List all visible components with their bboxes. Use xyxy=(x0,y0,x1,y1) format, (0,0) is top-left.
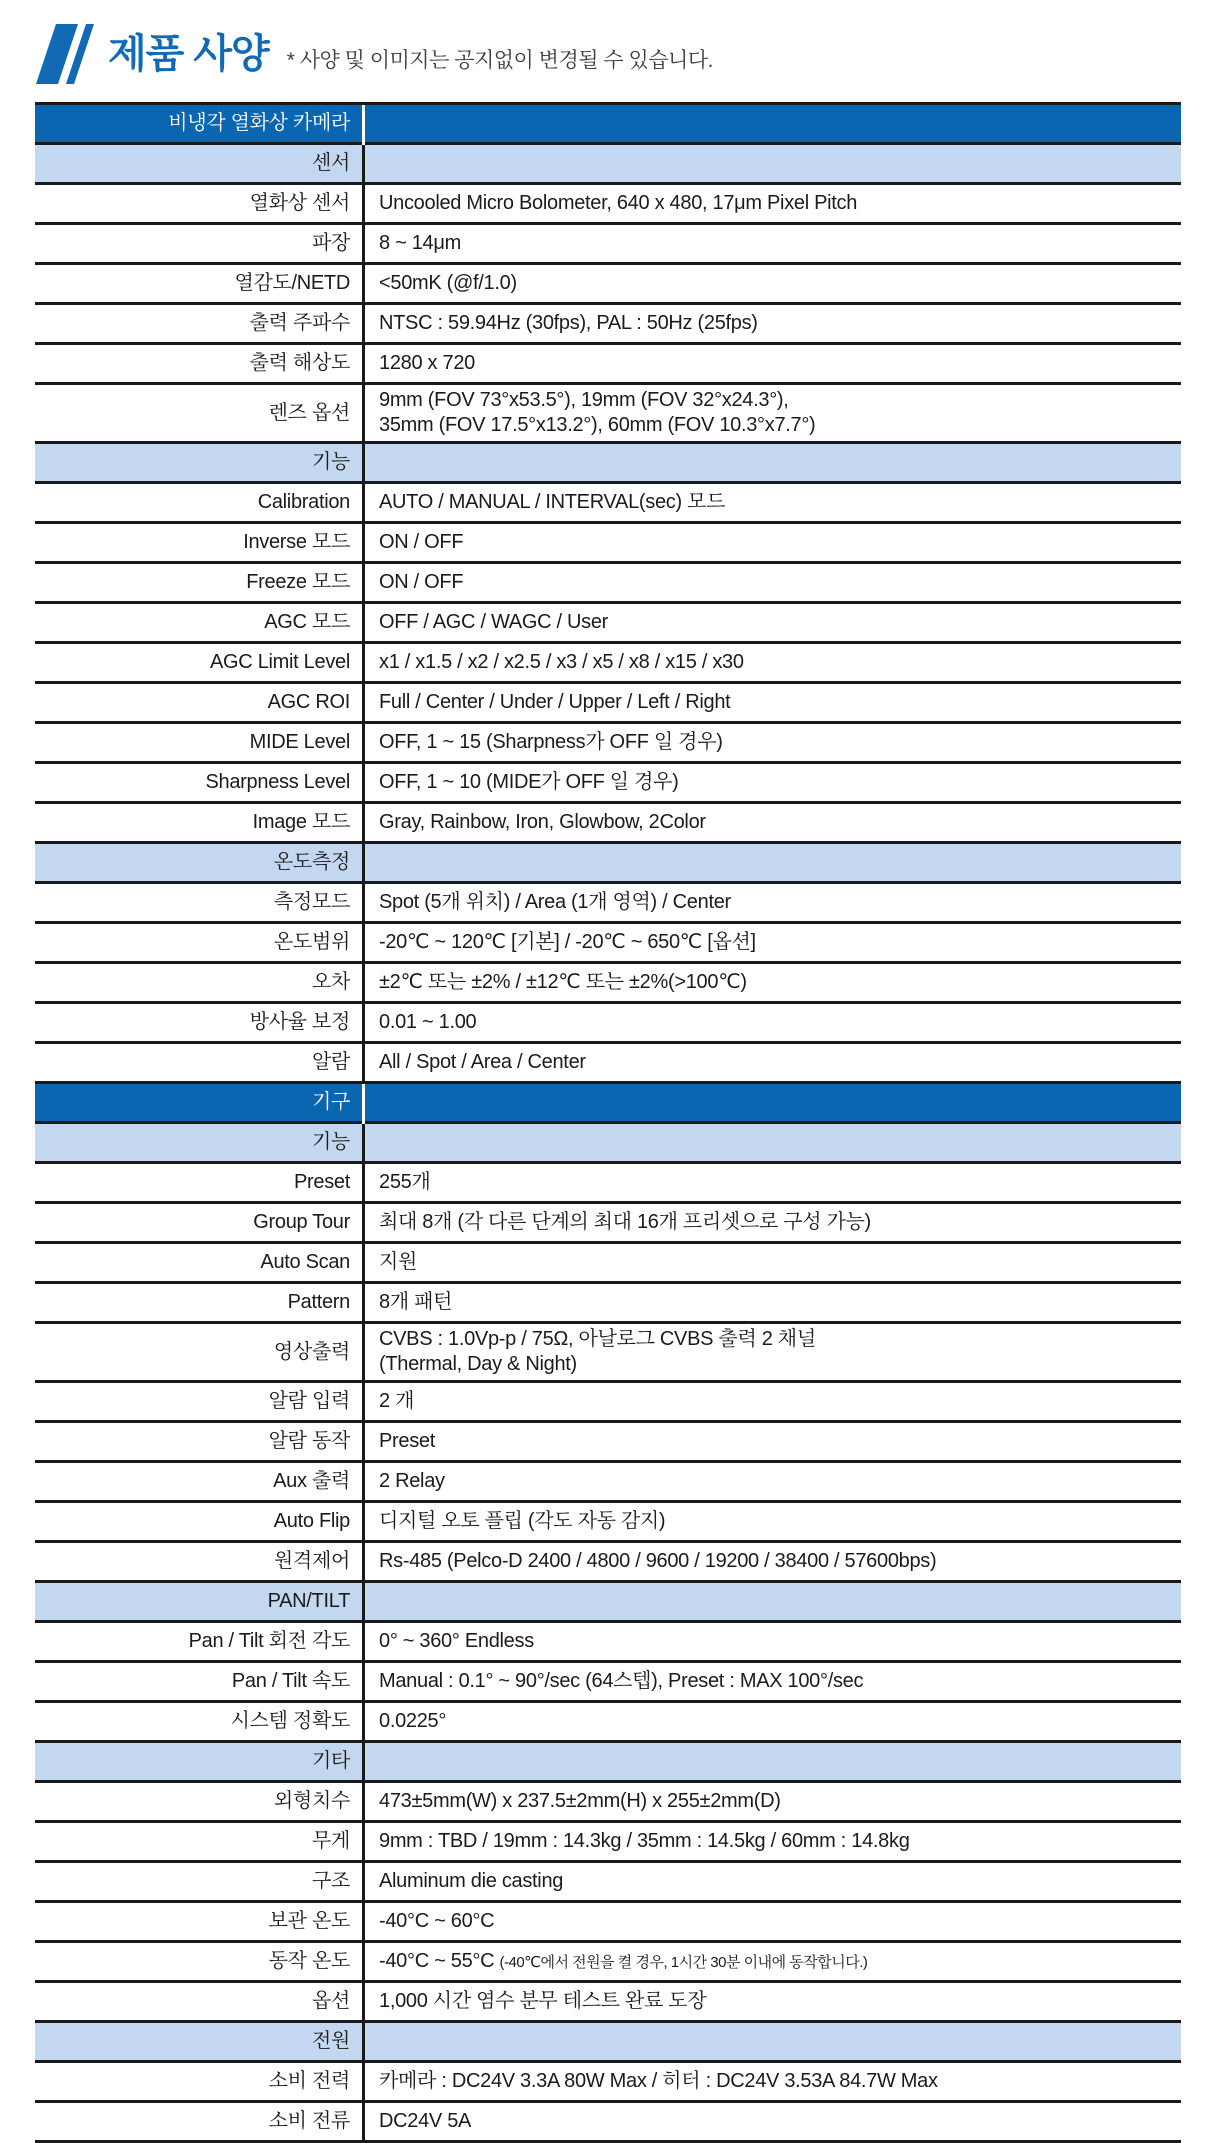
row-label: 비냉각 열화상 카메라 xyxy=(35,104,364,144)
row-label: 출력 해상도 xyxy=(35,344,364,384)
row-label: 알람 입력 xyxy=(35,1382,364,1422)
section-row xyxy=(35,1742,1181,1782)
row-label: Auto Flip xyxy=(35,1502,364,1542)
spec-row xyxy=(35,1782,1181,1822)
row-value-text: OFF, 1 ~ 10 (MIDE가 OFF 일 경우) xyxy=(379,771,679,793)
row-value xyxy=(364,923,1182,963)
row-label: Preset xyxy=(35,1163,364,1203)
spec-row xyxy=(35,1283,1181,1323)
spec-row xyxy=(35,1382,1181,1422)
row-value-text: ON / OFF xyxy=(379,571,464,593)
row-label: 소비 전력 xyxy=(35,2062,364,2102)
row-value-text: OFF / AGC / WAGC / User xyxy=(379,611,609,633)
row-value xyxy=(364,2022,1182,2062)
row-value-text: 0° ~ 360° Endless xyxy=(379,1630,534,1652)
row-label: 시스템 정확도 xyxy=(35,1702,364,1742)
row-value-text: Manual : 0.1° ~ 90°/sec (64스텝), Preset : MAX 100°/sec xyxy=(379,1670,864,1692)
spec-row xyxy=(35,483,1181,523)
spec-row xyxy=(35,723,1181,763)
row-value xyxy=(364,843,1182,883)
row-value-text: Preset xyxy=(379,1430,436,1452)
row-label: 온도측정 xyxy=(35,843,364,883)
row-value xyxy=(364,1083,1182,1123)
row-value-text: 9mm : TBD / 19mm : 14.3kg / 35mm : 14.5kg / 60mm : 14.8kg xyxy=(379,1830,910,1852)
row-value xyxy=(364,963,1182,1003)
row-value xyxy=(364,1862,1182,1902)
row-value xyxy=(364,803,1182,843)
spec-row xyxy=(35,1982,1181,2022)
row-label: 무게 xyxy=(35,1822,364,1862)
row-value-line: (Thermal, Day & Night) xyxy=(379,1353,577,1375)
row-label: Pan / Tilt 속도 xyxy=(35,1662,364,1702)
row-label: AGC ROI xyxy=(35,683,364,723)
row-value xyxy=(364,443,1182,483)
spec-row xyxy=(35,563,1181,603)
row-value-text: 1280 x 720 xyxy=(379,352,475,374)
spec-row xyxy=(35,523,1181,563)
row-label: 온도범위 xyxy=(35,923,364,963)
spec-row xyxy=(35,883,1181,923)
row-value-text: DC24V 5A xyxy=(379,2110,472,2132)
row-value xyxy=(364,2062,1182,2102)
row-value-text: 1,000 시간 염수 분무 테스트 완료 도장 xyxy=(379,1990,707,2012)
row-value-text: -40°C ~ 60°C xyxy=(379,1910,495,1932)
row-label: Image 모드 xyxy=(35,803,364,843)
row-value-text: ON / OFF xyxy=(379,531,464,553)
row-label: 구조 xyxy=(35,1862,364,1902)
category-header-row xyxy=(35,104,1181,144)
row-label: Group Tour xyxy=(35,1203,364,1243)
row-value xyxy=(364,603,1182,643)
row-label: 렌즈 옵션 xyxy=(35,384,364,443)
row-value-text: 8 ~ 14μm xyxy=(379,232,461,254)
row-value xyxy=(364,144,1182,184)
row-label: 보관 온도 xyxy=(35,1902,364,1942)
spec-row xyxy=(35,1542,1181,1582)
row-value-text: 디지털 오토 플립 (각도 자동 감지) xyxy=(379,1510,666,1532)
spec-row xyxy=(35,384,1181,443)
spec-row xyxy=(35,1043,1181,1083)
row-value xyxy=(364,563,1182,603)
row-value xyxy=(364,1123,1182,1163)
row-value-line: 9mm (FOV 73°x53.5°), 19mm (FOV 32°x24.3°), xyxy=(379,389,789,411)
row-value-line: 35mm (FOV 17.5°x13.2°), 60mm (FOV 10.3°x7.7°) xyxy=(379,414,816,436)
spec-row xyxy=(35,2062,1181,2102)
row-label: 기능 xyxy=(35,1123,364,1163)
spec-row xyxy=(35,603,1181,643)
row-label: AGC Limit Level xyxy=(35,643,364,683)
row-value xyxy=(364,1243,1182,1283)
row-label: 열화상 센서 xyxy=(35,184,364,224)
row-value xyxy=(364,1702,1182,1742)
row-value xyxy=(364,1422,1182,1462)
row-value-text: Rs-485 (Pelco-D 2400 / 4800 / 9600 / 19200 / 38400 / 57600bps) xyxy=(379,1550,937,1572)
row-value-text: ±2℃ 또는 ±2% / ±12℃ 또는 ±2%(>100℃) xyxy=(379,971,747,993)
section-row xyxy=(35,1123,1181,1163)
row-label: 센서 xyxy=(35,144,364,184)
row-value xyxy=(364,1163,1182,1203)
row-value-text: <50mK (@f/1.0) xyxy=(379,272,517,294)
spec-table-body xyxy=(35,104,1181,2142)
row-value xyxy=(364,1043,1182,1083)
row-value xyxy=(364,1982,1182,2022)
row-label: 기능 xyxy=(35,443,364,483)
spec-row xyxy=(35,963,1181,1003)
page-title: 제품 사양 xyxy=(108,32,269,76)
row-value-text: 0.0225° xyxy=(379,1710,447,1732)
spec-row xyxy=(35,763,1181,803)
row-value xyxy=(364,384,1182,443)
spec-row xyxy=(35,1942,1181,1982)
row-value-text: x1 / x1.5 / x2 / x2.5 / x3 / x5 / x8 / x15 / x30 xyxy=(379,651,744,673)
row-value xyxy=(364,643,1182,683)
row-value xyxy=(364,763,1182,803)
row-value xyxy=(364,1462,1182,1502)
row-label: 영상출력 xyxy=(35,1323,364,1382)
row-value-text: NTSC : 59.94Hz (30fps), PAL : 50Hz (25fps) xyxy=(379,312,758,334)
row-value xyxy=(364,1782,1182,1822)
row-label: Auto Scan xyxy=(35,1243,364,1283)
row-value-text: Full / Center / Under / Upper / Left / Right xyxy=(379,691,731,713)
row-label: 방사율 보정 xyxy=(35,1003,364,1043)
row-label: 알람 xyxy=(35,1043,364,1083)
spec-row xyxy=(35,1323,1181,1382)
spec-row xyxy=(35,1622,1181,1662)
row-label: Pan / Tilt 회전 각도 xyxy=(35,1622,364,1662)
row-label: Aux 출력 xyxy=(35,1462,364,1502)
row-label: 알람 동작 xyxy=(35,1422,364,1462)
row-label: 측정모드 xyxy=(35,883,364,923)
row-label: 오차 xyxy=(35,963,364,1003)
spec-row xyxy=(35,1662,1181,1702)
row-label: AGC 모드 xyxy=(35,603,364,643)
row-value-text: 지원 xyxy=(379,1251,418,1273)
row-value-text: 카메라 : DC24V 3.3A 80W Max / 히터 : DC24V 3.53A 84.7W Max xyxy=(379,2070,938,2092)
spec-row xyxy=(35,304,1181,344)
title-block xyxy=(0,0,1213,86)
row-value xyxy=(364,304,1182,344)
row-value xyxy=(364,883,1182,923)
row-label: Pattern xyxy=(35,1283,364,1323)
row-label: Sharpness Level xyxy=(35,763,364,803)
row-label: 원격제어 xyxy=(35,1542,364,1582)
row-value-text: 0.01 ~ 1.00 xyxy=(379,1011,477,1033)
row-value xyxy=(364,1203,1182,1243)
spec-row xyxy=(35,1502,1181,1542)
row-value xyxy=(364,184,1182,224)
spec-row xyxy=(35,1003,1181,1043)
row-value xyxy=(364,1382,1182,1422)
spec-row xyxy=(35,1243,1181,1283)
row-value-text: 473±5mm(W) x 237.5±2mm(H) x 255±2mm(D) xyxy=(379,1790,781,1812)
spec-row xyxy=(35,264,1181,304)
row-value-text: Aluminum die casting xyxy=(379,1870,564,1892)
spec-row xyxy=(35,1862,1181,1902)
row-value xyxy=(364,104,1182,144)
row-value xyxy=(364,1902,1182,1942)
row-value xyxy=(364,1742,1182,1782)
row-value-text: 2 개 xyxy=(379,1390,415,1412)
row-value-text: AUTO / MANUAL / INTERVAL(sec) 모드 xyxy=(379,491,726,513)
row-value-text: -40°C ~ 55°C xyxy=(379,1950,500,1972)
row-value-text: 2 Relay xyxy=(379,1470,445,1492)
spec-row xyxy=(35,224,1181,264)
section-row xyxy=(35,843,1181,883)
row-value xyxy=(364,723,1182,763)
row-value-text: 8개 패턴 xyxy=(379,1291,453,1313)
row-label: 소비 전류 xyxy=(35,2102,364,2142)
slash-icon xyxy=(36,24,98,84)
category-header-row xyxy=(35,1083,1181,1123)
row-value-text: Spot (5개 위치) / Area (1개 영역) / Center xyxy=(379,891,731,913)
spec-row xyxy=(35,1163,1181,1203)
row-value xyxy=(364,1283,1182,1323)
row-label: 출력 주파수 xyxy=(35,304,364,344)
row-value-text: All / Spot / Area / Center xyxy=(379,1051,586,1073)
row-value xyxy=(364,224,1182,264)
row-value xyxy=(364,483,1182,523)
row-value xyxy=(364,683,1182,723)
spec-row xyxy=(35,1203,1181,1243)
row-label: 파장 xyxy=(35,224,364,264)
row-value xyxy=(364,1003,1182,1043)
page-note: * 사양 및 이미지는 공지없이 변경될 수 있습니다. xyxy=(286,49,713,72)
row-value xyxy=(364,1323,1182,1382)
row-value xyxy=(364,264,1182,304)
row-value xyxy=(364,2102,1182,2142)
row-value xyxy=(364,1582,1182,1622)
spec-row xyxy=(35,1822,1181,1862)
row-label: Freeze 모드 xyxy=(35,563,364,603)
row-label: 외형치수 xyxy=(35,1782,364,1822)
spec-row xyxy=(35,2102,1181,2142)
spec-row xyxy=(35,643,1181,683)
spec-row xyxy=(35,1422,1181,1462)
section-row xyxy=(35,2022,1181,2062)
row-value xyxy=(364,1942,1182,1982)
spec-row xyxy=(35,344,1181,384)
spec-row xyxy=(35,1462,1181,1502)
row-label: MIDE Level xyxy=(35,723,364,763)
row-label: PAN/TILT xyxy=(35,1582,364,1622)
row-label: Inverse 모드 xyxy=(35,523,364,563)
row-value xyxy=(364,1622,1182,1662)
row-label: 동작 온도 xyxy=(35,1942,364,1982)
row-value-text: Gray, Rainbow, Iron, Glowbow, 2Color xyxy=(379,811,706,833)
row-value xyxy=(364,344,1182,384)
row-value-text: -20℃ ~ 120℃ [기본] / -20℃ ~ 650℃ [옵션] xyxy=(379,931,756,953)
row-value-text: 255개 xyxy=(379,1171,431,1193)
row-value xyxy=(364,1822,1182,1862)
row-label: Calibration xyxy=(35,483,364,523)
row-value xyxy=(364,523,1182,563)
row-value-line: CVBS : 1.0Vp-p / 75Ω, 아날로그 CVBS 출력 2 채널 xyxy=(379,1328,816,1350)
spec-row xyxy=(35,184,1181,224)
row-value xyxy=(364,1662,1182,1702)
row-value xyxy=(364,1502,1182,1542)
spec-row xyxy=(35,683,1181,723)
row-label: 열감도/NETD xyxy=(35,264,364,304)
row-value-text: OFF, 1 ~ 15 (Sharpness가 OFF 일 경우) xyxy=(379,731,723,753)
section-row xyxy=(35,144,1181,184)
section-row xyxy=(35,1582,1181,1622)
spec-row xyxy=(35,803,1181,843)
row-value-text: 최대 8개 (각 다른 단계의 최대 16개 프리셋으로 구성 가능) xyxy=(379,1211,871,1233)
spec-row xyxy=(35,1702,1181,1742)
row-label: 옵션 xyxy=(35,1982,364,2022)
spec-row xyxy=(35,923,1181,963)
spec-table xyxy=(35,102,1181,2143)
row-value xyxy=(364,1542,1182,1582)
row-value-text: Uncooled Micro Bolometer, 640 x 480, 17μm Pixel Pitch xyxy=(379,192,858,214)
row-label: 기타 xyxy=(35,1742,364,1782)
spec-row xyxy=(35,1902,1181,1942)
section-row xyxy=(35,443,1181,483)
row-value-note: (-40℃에서 전원을 켤 경우, 1시간 30분 이내에 동작합니다.) xyxy=(499,1954,868,1971)
row-label: 전원 xyxy=(35,2022,364,2062)
row-label: 기구 xyxy=(35,1083,364,1123)
